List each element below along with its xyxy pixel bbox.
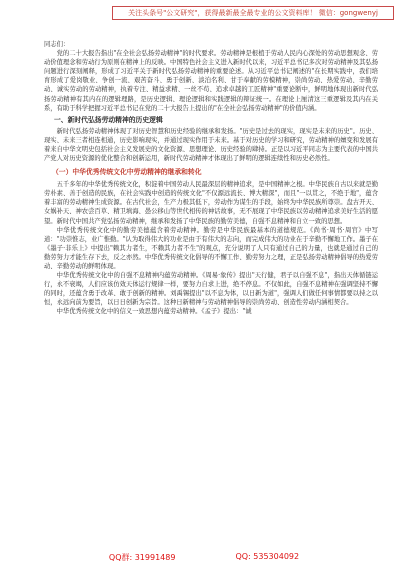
salutation: 同志们：: [44, 41, 70, 48]
body-paragraph: 中华优秀传统文化中的自强不息精神内蕴劳动精神。《周易·象传》提出"天行健，君子以自强不息"，指出天体循链运行，永不衰竭，人们应该仿效天体运行规律一样，要努力自求上进，绝不停息。不仅如此，自强不息精神在强调坚持不懈的同时，还蕴含勇于改革、敢于创新的精神。刘禹锡提出"以不息为体，以日新为道"，强调人们做任何事情都要以持之以恒，永远向前为要旨，以日日创新为宗旨。这种日新精神与劳动精神倡导的崇尚劳动、创造性劳动内涵相契合。: [44, 272, 378, 307]
body-paragraph: 中华优秀传统文化中的信义一致思想内蕴劳动精神。《孟子》提出："诚: [56, 308, 252, 316]
intro-paragraph: 党的二十大报告指出"在全社会弘扬劳动精神"的时代要求。劳动精神是根植于劳动人民内心深处的劳动思想观念、劳动价值理念和劳动行为原则在精神上的反映。中国特色社会主义进入新时代以来，习近平总书记多次对劳动精神及其弘扬问题进行深刻阐释，形成了习近平关于新时代弘扬劳动精神的重要论述。从习近平总书记阐述的"在长期实践中，我们培育形成了爱岗敬业、争创一流、艰苦奋斗、勇于创新、淡泊名利、甘于奉献的劳模精神，崇尚劳动、热爱劳动、辛勤劳动、诚实劳动的劳动精神，执着专注、精益求精、一丝不苟、追求卓越的工匠精神"重要论断中，鲜明地体现出新时代弘扬劳动精神有其内在的逻辑理路，是历史逻辑、理论逻辑和实践逻辑的辩证统一。在理论上厘清这三重逻辑及其内在关系，有助于科学把握习近平总书记在党的二十大报告上提出的"在全社会弘扬劳动精神"的价值内涵。: [44, 50, 378, 112]
document-page: [44, 40, 378, 538]
promo-banner-text: 关注头条号"公文研究"，获得最新最全最专业的公文资料库！ 微信：gongwenyj: [128, 9, 378, 17]
contact-footer: [0, 552, 408, 566]
promo-banner: [112, 6, 394, 20]
qq-text: QQ: 535304092: [235, 552, 300, 561]
section-paragraph: 新时代弘扬劳动精神体现了对历史智慧和历史经验的继承和发扬。"历史是过去的现实，现实是未来的历史"。历史、现实、未来三者相连相通，历史影响现实，并通过现实作用于未来。基于对历史的学习和研究，劳动精神的嬗变和发展有着来自中华文明史包括社会主义发展史的文化资源、思想理论、历史经验的肆持。正是以习近平同志为主要代表的中国共产党人对历史资源的优化整合和创新运用，新时代劳动精神才体现出了鲜明的逻辑连续性和历史必然性。: [44, 127, 378, 163]
body-paragraph: 中华优秀传统文化中的勤劳美德蕴含着劳动精神。勤劳是中华民族最基本的道德规范。《尚书·周书·周官》中写道："功崇惟志，业广惟勤。"认为取得伟大的功业是由于有伟大的志向，而完成伟大的功业在于辛勤不懈地工作。墨子在《墨子·非乐上》中提出"赖其力者生，不赖其力者不生"的观点，充分说明了人只有通过自己的力量，也就是通过自己的勤劳努力才能生存下去，反之亦然。中华优秀传统文化倡导的不懈工作、勤劳努力之理，正是弘扬劳动精神倡导的热爱劳动、辛勤劳动的鲜明体现。: [44, 226, 378, 270]
subsection-heading: （一）中华优秀传统文化中劳动精神的继承和转化: [52, 168, 202, 177]
qq-group-text: QQ群: 31991489: [108, 553, 176, 562]
section-heading: 一、新时代弘扬劳动精神的历史逻辑: [54, 115, 163, 124]
body-paragraph: 五千多年的中华优秀传统文化，积淀着中国劳动人民最深层的精神追求，是中国精神之根。中华民族自古以来就是勤劳朴素、善于创造的民族，在社会实践中创造的传统文化"不仅源远流长、博大精深"，而且"一以贯之，不绝于地"，蕴含着丰富的劳动精神生成资源。在古代社会，生产力极其低下，劳动作为谋生的手段，始终为中华民族所尊崇。盘古开天、女娲补天、神农尝百草、精卫填海、愚公移山等世代相传的神话故事，无不展现了中华民族以劳动精神追求美好生活的愿望。新时代中国共产党弘扬劳动精神，继承和发扬了中华民族的勤劳美德，自强不息精神和自立一致的思想。: [44, 181, 378, 225]
